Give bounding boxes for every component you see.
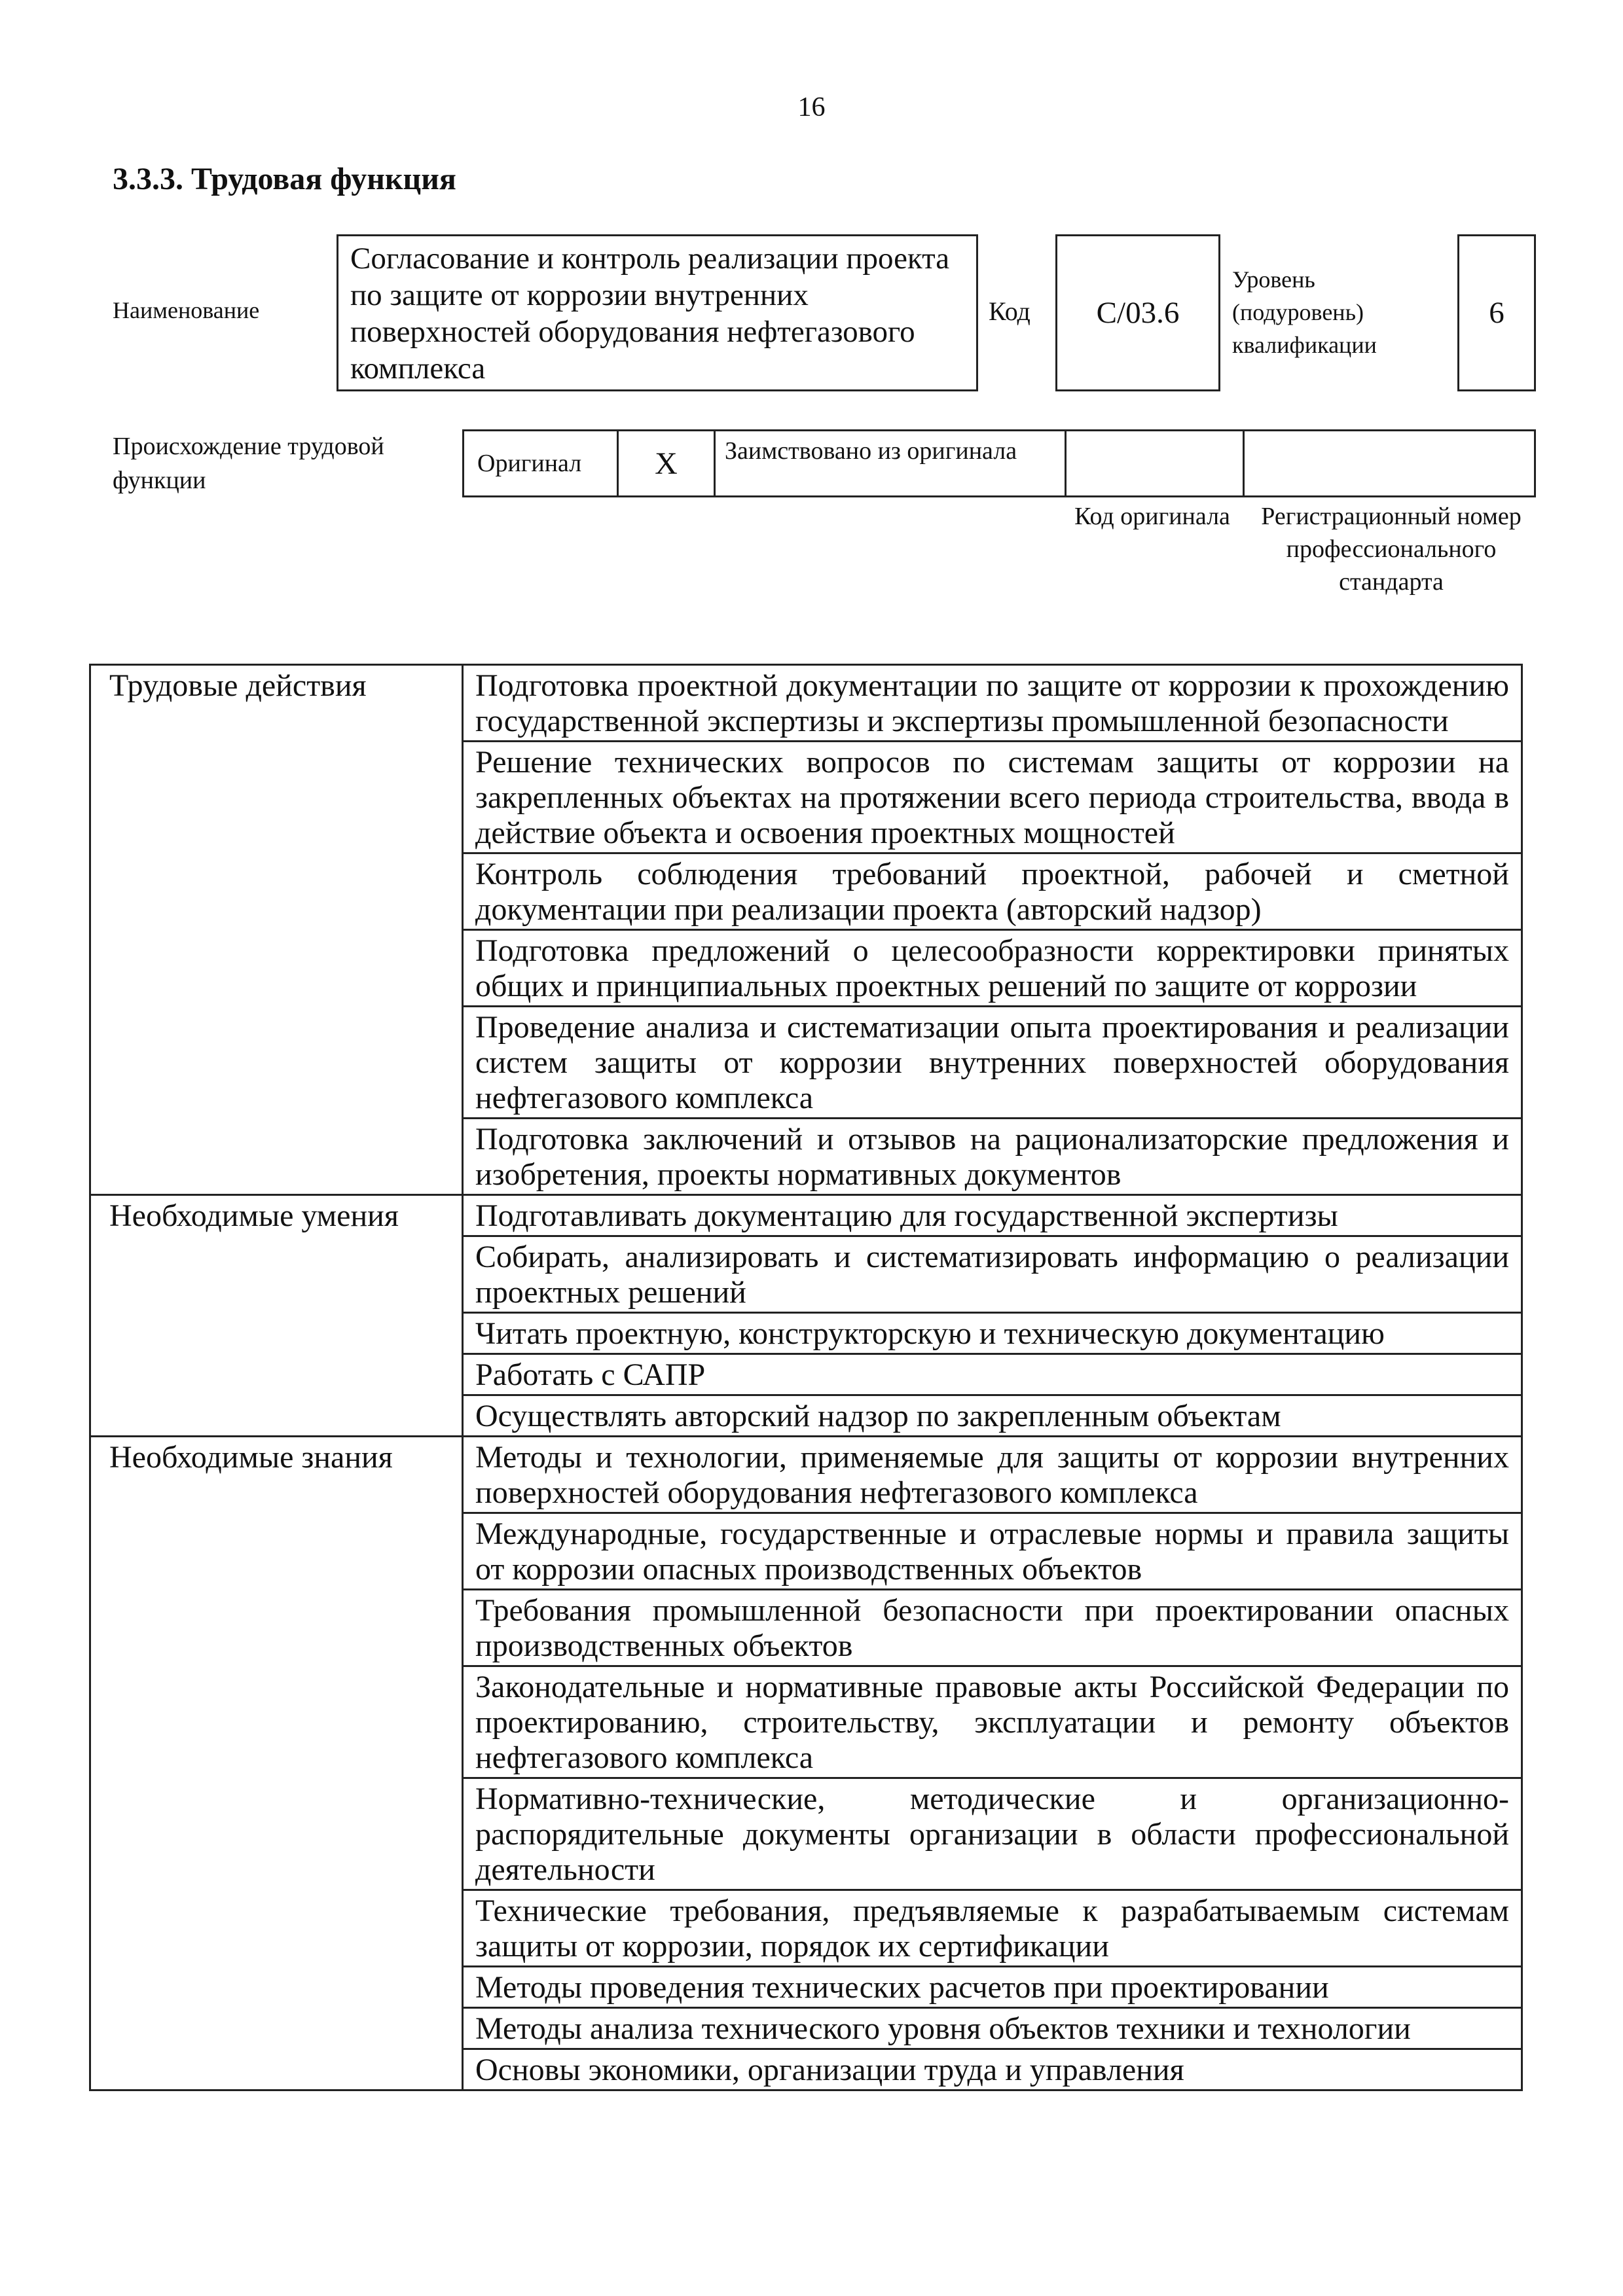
- borrowed-label: Заимствовано из оригинала: [725, 437, 1017, 465]
- required-skills-item: Осуществлять авторский надзор по закрепленным объектам: [463, 1395, 1522, 1437]
- original-mark-cell: [619, 431, 716, 495]
- origin-label-text: Происхождение трудовой функции: [113, 433, 384, 494]
- required-skills-item: Собирать, анализировать и систематизировать информацию о реализации проектных решений: [463, 1236, 1522, 1313]
- registration-caption: Регистрационный номер профессионального стандарта: [1261, 503, 1522, 596]
- page-number: 16: [797, 92, 826, 122]
- required-skills-item: Работать с САПР: [463, 1354, 1522, 1395]
- required-knowledge-item: Методы анализа технического уровня объектов техники и технологии: [463, 2008, 1522, 2049]
- table-row: [90, 665, 1522, 742]
- required-skills-title: Необходимые умения: [90, 1195, 463, 1437]
- required-knowledge-item: Требования промышленной безопасности при проектировании опасных производственных объектов: [463, 1590, 1522, 1666]
- original-code-cell: [1067, 431, 1245, 495]
- level-label: [1232, 263, 1442, 361]
- labor-actions-title: Трудовые действия: [90, 665, 463, 1195]
- table-row: [90, 1437, 1522, 1513]
- labor-actions-item: Проведение анализа и систематизации опыта проектирования и реализации систем защиты от коррозии внутренних поверхностей оборудования нефтегазового комплекса: [463, 1007, 1522, 1119]
- name-label: Наименование: [113, 297, 260, 323]
- level-value: 6: [1489, 296, 1504, 330]
- required-knowledge-item: Международные, государственные и отраслевые нормы и правила защиты от коррозии опасных производственных объектов: [463, 1513, 1522, 1590]
- required-knowledge-item: Технические требования, предъявляемые к разрабатываемым системам защиты от коррозии, порядок их сертификации: [463, 1890, 1522, 1967]
- section-title: 3.3.3. Трудовая функция: [113, 162, 456, 196]
- required-knowledge-item: Нормативно-технические, методические и организационно-распорядительные документы организации в области профессиональной деятельности: [463, 1778, 1522, 1890]
- borrowed-cell: [716, 431, 1067, 495]
- required-knowledge-item: Основы экономики, организации труда и управления: [463, 2049, 1522, 2090]
- required-skills-item: Читать проектную, конструкторскую и техническую документацию: [463, 1313, 1522, 1354]
- labor-actions-item: Подготовка проектной документации по защите от коррозии к прохождению государственной экспертизы и экспертизы промышленной безопасности: [463, 665, 1522, 742]
- code-box: [1055, 234, 1220, 391]
- level-box: [1457, 234, 1536, 391]
- labor-actions-item: Контроль соблюдения требований проектной, рабочей и сметной документации при реализации проекта (авторский надзор): [463, 853, 1522, 930]
- table-row: [90, 1195, 1522, 1236]
- original-cell: [464, 431, 619, 495]
- original-mark: X: [655, 446, 678, 481]
- code-caption: Код оригинала: [1074, 503, 1230, 530]
- required-knowledge-item: Методы проведения технических расчетов при проектировании: [463, 1967, 1522, 2008]
- required-knowledge-title: Необходимые знания: [90, 1437, 463, 2090]
- labor-actions-item: Решение технических вопросов по системам защиты от коррозии на закрепленных объектах на протяжении всего периода строительства, ввода в действие объекта и освоения проектных мощностей: [463, 742, 1522, 853]
- level-label-text: Уровень (подуровень) квалификации: [1232, 266, 1377, 358]
- original-label: Оригинал: [477, 450, 582, 477]
- origin-label: [113, 429, 453, 497]
- registration-number-cell: [1245, 431, 1534, 495]
- function-details-body: [90, 665, 1522, 2090]
- required-knowledge-item: Методы и технологии, применяемые для защиты от коррозии внутренних поверхностей оборудования нефтегазового комплекса: [463, 1437, 1522, 1513]
- labor-actions-item: Подготовка заключений и отзывов на рационализаторские предложения и изобретения, проекты нормативных документов: [463, 1119, 1522, 1195]
- code-label: Код: [989, 296, 1030, 326]
- code-value: C/03.6: [1096, 296, 1180, 330]
- labor-actions-item: Подготовка предложений о целесообразности корректировки принятых общих и принципиальных проектных решений по защите от коррозии: [463, 930, 1522, 1007]
- required-knowledge-item: Законодательные и нормативные правовые акты Российской Федерации по проектированию, строительству, эксплуатации и ремонту объектов нефтегазового комплекса: [463, 1666, 1522, 1778]
- function-name-box: Согласование и контроль реализации проекта по защите от коррозии внутренних поверхностей оборудования нефтегазового комплекса: [337, 234, 978, 391]
- origin-row: [462, 429, 1536, 497]
- function-details-table: [89, 664, 1523, 2091]
- required-skills-item: Подготавливать документацию для государственной экспертизы: [463, 1195, 1522, 1236]
